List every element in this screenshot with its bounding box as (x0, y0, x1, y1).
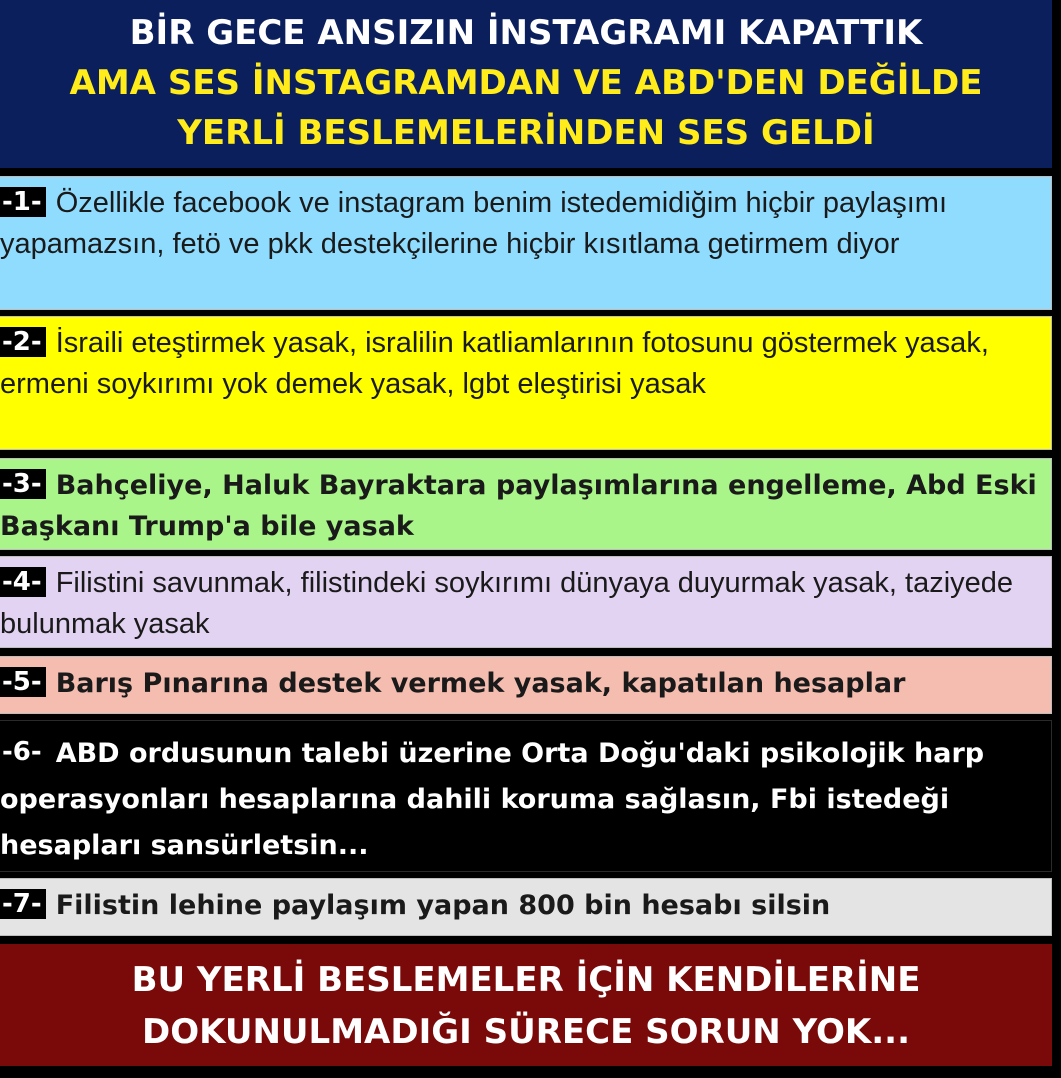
list-item-7 (0, 878, 1052, 936)
item-number-badge: -5- (0, 667, 46, 697)
item-number-badge: -4- (0, 567, 46, 597)
list-item-2 (0, 316, 1052, 450)
title-banner (0, 0, 1052, 168)
title-line-3: YERLİ BESLEMELERİNDEN SES GELDİ (177, 113, 875, 153)
list-item-5 (0, 656, 1052, 714)
closing-line-2: DOKUNULMADIĞI SÜRECE SORUN YOK... (141, 1012, 911, 1052)
title-line-1: BİR GECE ANSIZIN İNSTAGRAMI KAPATTIK (129, 13, 923, 53)
item-number-badge: -2- (0, 327, 46, 357)
item-number-badge: -3- (0, 469, 46, 499)
item-text: Bahçeliye, Haluk Bayraktara paylaşımlarına engelleme, Abd Eski Başkanı Trump'a bile yasak (0, 470, 1037, 542)
item-text: Özellikle facebook ve instagram benim istedemidiğim hiçbir paylaşımı yapamazsın, fetö ve pkk destekçilerine hiçbir kısıtlama getirmem diyor (0, 187, 947, 260)
item-number-badge: -1- (0, 187, 46, 217)
closing-line-1: BU YERLİ BESLEMELER İÇİN KENDİLERİNE (131, 960, 921, 1000)
item-number-badge: -6- (2, 737, 42, 767)
closing-banner (0, 944, 1052, 1066)
list-item-6 (0, 720, 1052, 872)
list-item-3 (0, 458, 1052, 550)
item-text: Barış Pınarına destek vermek yasak, kapatılan hesaplar (55, 668, 906, 699)
list-item-4 (0, 556, 1052, 648)
item-text: Filistin lehine paylaşım yapan 800 bin hesabı silsin (55, 890, 831, 921)
item-number-badge: -7- (0, 889, 46, 919)
item-text: Filistini savunmak, filistindeki soykırımı dünyaya duyurmak yasak, taziyede bulunmak yasak (0, 567, 1014, 640)
item-text: İsraili eteştirmek yasak, isralilin katliamlarının fotosunu göstermek yasak, ermeni soykırımı yok demek yasak, lgbt eleştirisi yasak (0, 327, 989, 400)
title-line-2: AMA SES İNSTAGRAMDAN VE ABD'DEN DEĞİLDE (69, 63, 983, 103)
item-text: ABD ordusunun talebi üzerine Orta Doğu'daki psikolojik harp operasyonları hesaplarına dahili koruma sağlasın, Fbi istedeği hesapları sansürletsin... (0, 738, 985, 861)
list-item-1 (0, 176, 1052, 310)
